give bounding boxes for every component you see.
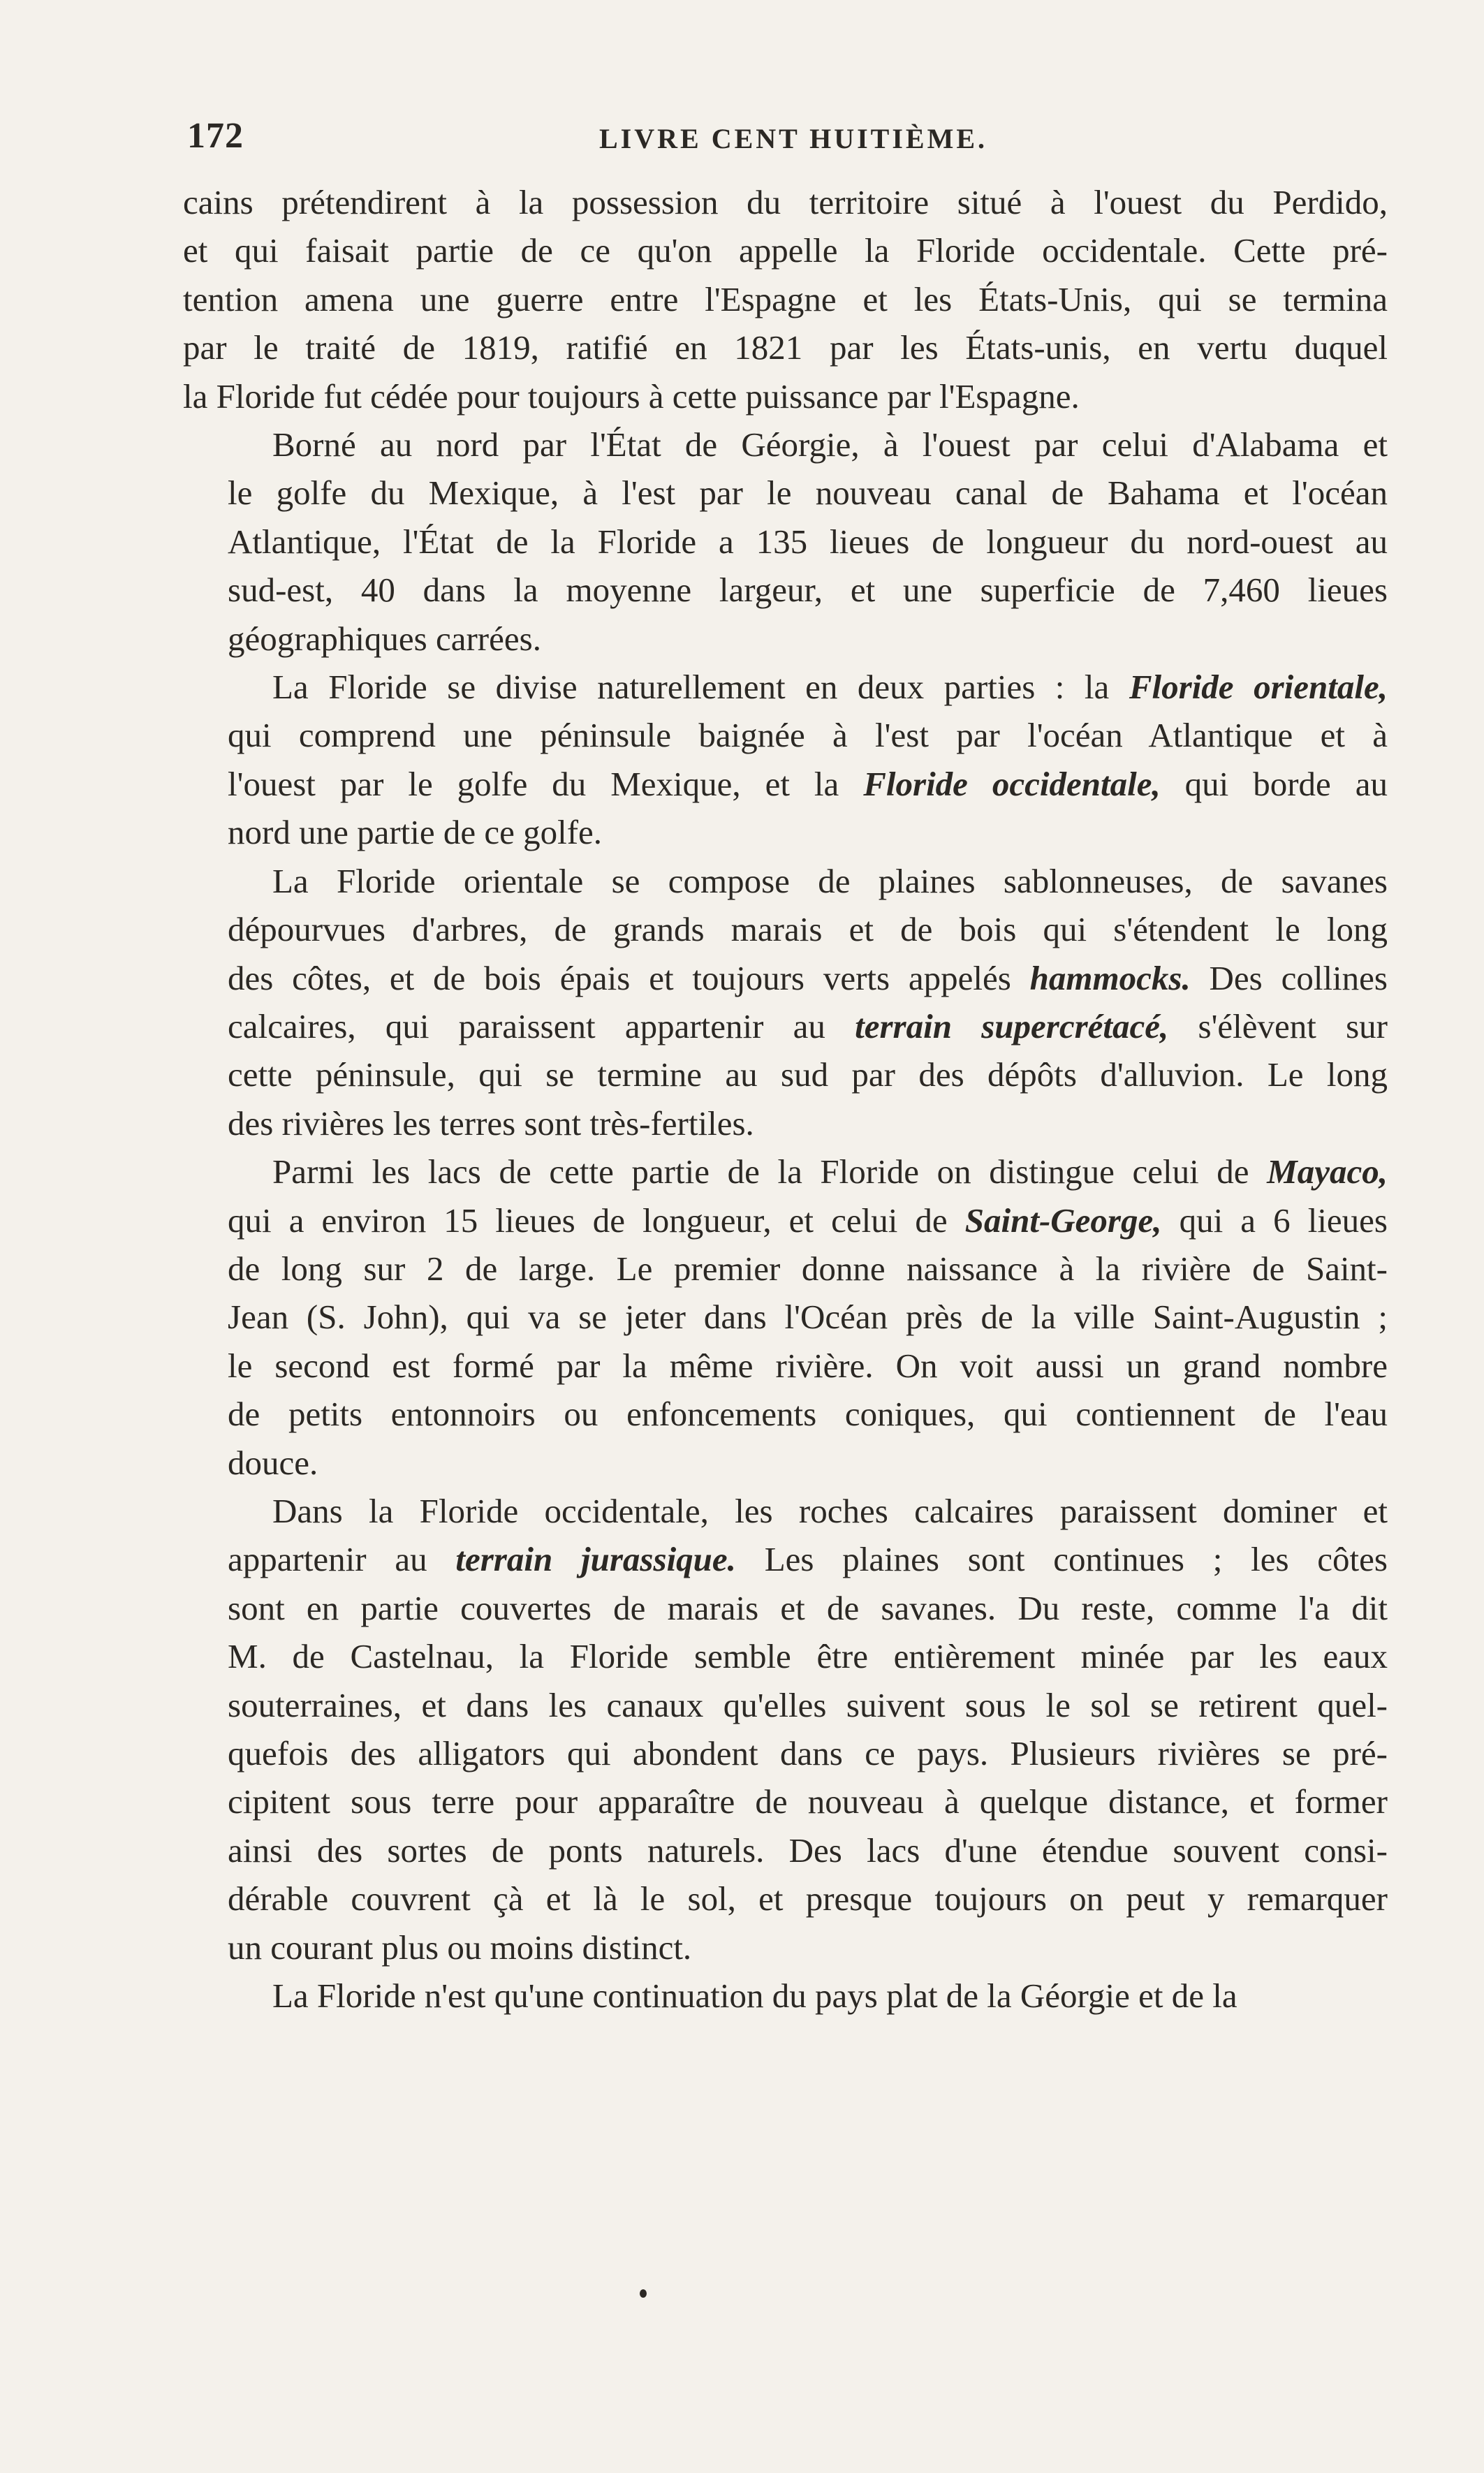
paragraph <box>183 178 1388 420</box>
text-line <box>183 1002 1388 1050</box>
text-line <box>183 1147 1388 1196</box>
text-line: douce. <box>228 1443 318 1482</box>
text-line: des rivières les terres sont très-fertiles. <box>228 1103 754 1143</box>
italic-term: terrain supercrétacé, <box>855 1006 1169 1045</box>
text-line: Borné au nord par l'État de Géorgie, à l'ouest par celui d'Alabama et <box>272 425 1388 464</box>
text-line: La Floride orientale se compose de plaines sablonneuses, de savanes <box>272 861 1388 900</box>
italic-term: hammocks. <box>1029 958 1191 997</box>
paragraph <box>183 1487 1388 1972</box>
text-run: Les plaines sont continues ; les côtes <box>735 1540 1388 1579</box>
text-line <box>183 760 1388 808</box>
text-line: par le traité de 1819, ratifié en 1821 par les États-unis, en vertu duquel <box>183 328 1388 367</box>
text-line: le second est formé par la même rivière. On voit aussi un grand nombre <box>228 1346 1388 1385</box>
text-line <box>183 954 1388 1002</box>
paragraph <box>183 857 1388 1147</box>
text-line: nord une partie de ce golfe. <box>228 813 603 852</box>
paragraph <box>183 663 1388 857</box>
italic-term: terrain jurassique. <box>455 1540 736 1579</box>
text-line: ainsi des sortes de ponts naturels. Des lacs d'une étendue souvent consi- <box>228 1830 1388 1870</box>
paragraph <box>183 1147 1388 1487</box>
text-run: qui a 6 lieues <box>1161 1201 1388 1240</box>
paragraph <box>183 1972 1388 2020</box>
text-line: quefois des alligators qui abondent dans ce pays. Plusieurs rivières se pré- <box>228 1734 1388 1773</box>
text-line: cipitent sous terre pour apparaître de nouveau à quelque distance, et former <box>228 1782 1388 1821</box>
text-run: La Floride se divise naturellement en deux parties : la <box>272 668 1129 707</box>
text-line <box>183 663 1388 711</box>
text-line: cains prétendirent à la possession du territoire situé à l'ouest du Perdido, <box>183 183 1388 221</box>
paragraph <box>183 420 1388 663</box>
text-line: Dans la Floride occidentale, les roches calcaires paraissent dominer et <box>272 1491 1388 1530</box>
text-run: l'ouest par le golfe du Mexique, et la <box>228 764 864 803</box>
text-line: la Floride fut cédée pour toujours à cette puissance par l'Espagne. <box>183 376 1080 416</box>
text-line: M. de Castelnau, la Floride semble être entièrement minée par les eaux <box>228 1637 1388 1676</box>
text-run: calcaires, qui paraissent appartenir au <box>228 1006 855 1045</box>
text-run: Parmi les lacs de cette partie de la Floride on distingue celui de <box>272 1152 1268 1191</box>
text-line <box>183 1196 1388 1245</box>
text-line: de petits entonnoirs ou enfoncements coniques, qui contiennent de l'eau <box>228 1395 1388 1434</box>
text-line: tention amena une guerre entre l'Espagne et les États-Unis, qui se termina <box>183 279 1388 318</box>
text-line: Jean (S. John), qui va se jeter dans l'Océan près de la ville Saint-Augustin ; <box>228 1298 1388 1337</box>
text-run: qui a environ 15 lieues de longueur, et celui de <box>228 1201 965 1240</box>
page-number: 172 <box>187 116 244 156</box>
text-line: Atlantique, l'État de la Floride a 135 lieues de longueur du nord-ouest au <box>228 522 1388 561</box>
text-line: et qui faisait partie de ce qu'on appelle la Floride occidentale. Cette pré- <box>183 231 1388 270</box>
italic-term: Mayaco, <box>1267 1152 1388 1191</box>
running-head: LIVRE CENT HUITIÈME. <box>599 123 988 154</box>
text-line: dérable couvrent çà et là le sol, et presque toujours on peut y remarquer <box>228 1879 1388 1918</box>
text-line: de long sur 2 de large. Le premier donne naissance à la rivière de Saint- <box>228 1249 1388 1288</box>
text-run: appartenir au <box>228 1540 456 1579</box>
text-run: des côtes, et de bois épais et toujours verts appelés <box>228 958 1030 997</box>
text-line: cette péninsule, qui se termine au sud par des dépôts d'alluvion. Le long <box>228 1055 1388 1094</box>
italic-term: Floride occidentale, <box>863 764 1161 803</box>
text-line: dépourvues d'arbres, de grands marais et de bois qui s'étendent le long <box>228 910 1388 949</box>
italic-term: Saint-George, <box>964 1201 1162 1240</box>
text-run: qui borde au <box>1160 764 1388 803</box>
body-text <box>183 178 1388 2020</box>
printer-mark <box>640 2289 647 2298</box>
text-line: La Floride n'est qu'une continuation du pays plat de la Géorgie et de la <box>272 1976 1237 2016</box>
text-line: sont en partie couvertes de marais et de savanes. Du reste, comme l'a dit <box>228 1588 1388 1627</box>
text-line: souterraines, et dans les canaux qu'elles suivent sous le sol se retirent quel- <box>228 1685 1388 1724</box>
text-run: s'élèvent sur <box>1168 1006 1388 1045</box>
page-header <box>187 115 1385 164</box>
text-line: géographiques carrées. <box>228 619 541 658</box>
italic-term: Floride orientale, <box>1129 668 1388 707</box>
text-line: le golfe du Mexique, à l'est par le nouveau canal de Bahama et l'océan <box>228 474 1388 513</box>
text-line: qui comprend une péninsule baignée à l'est par l'océan Atlantique et à <box>228 716 1388 755</box>
text-run: Des collines <box>1190 958 1388 997</box>
text-line: sud-est, 40 dans la moyenne largeur, et une superficie de 7,460 lieues <box>228 571 1388 610</box>
text-line <box>183 1535 1388 1583</box>
text-line: un courant plus ou moins distinct. <box>228 1928 692 1967</box>
